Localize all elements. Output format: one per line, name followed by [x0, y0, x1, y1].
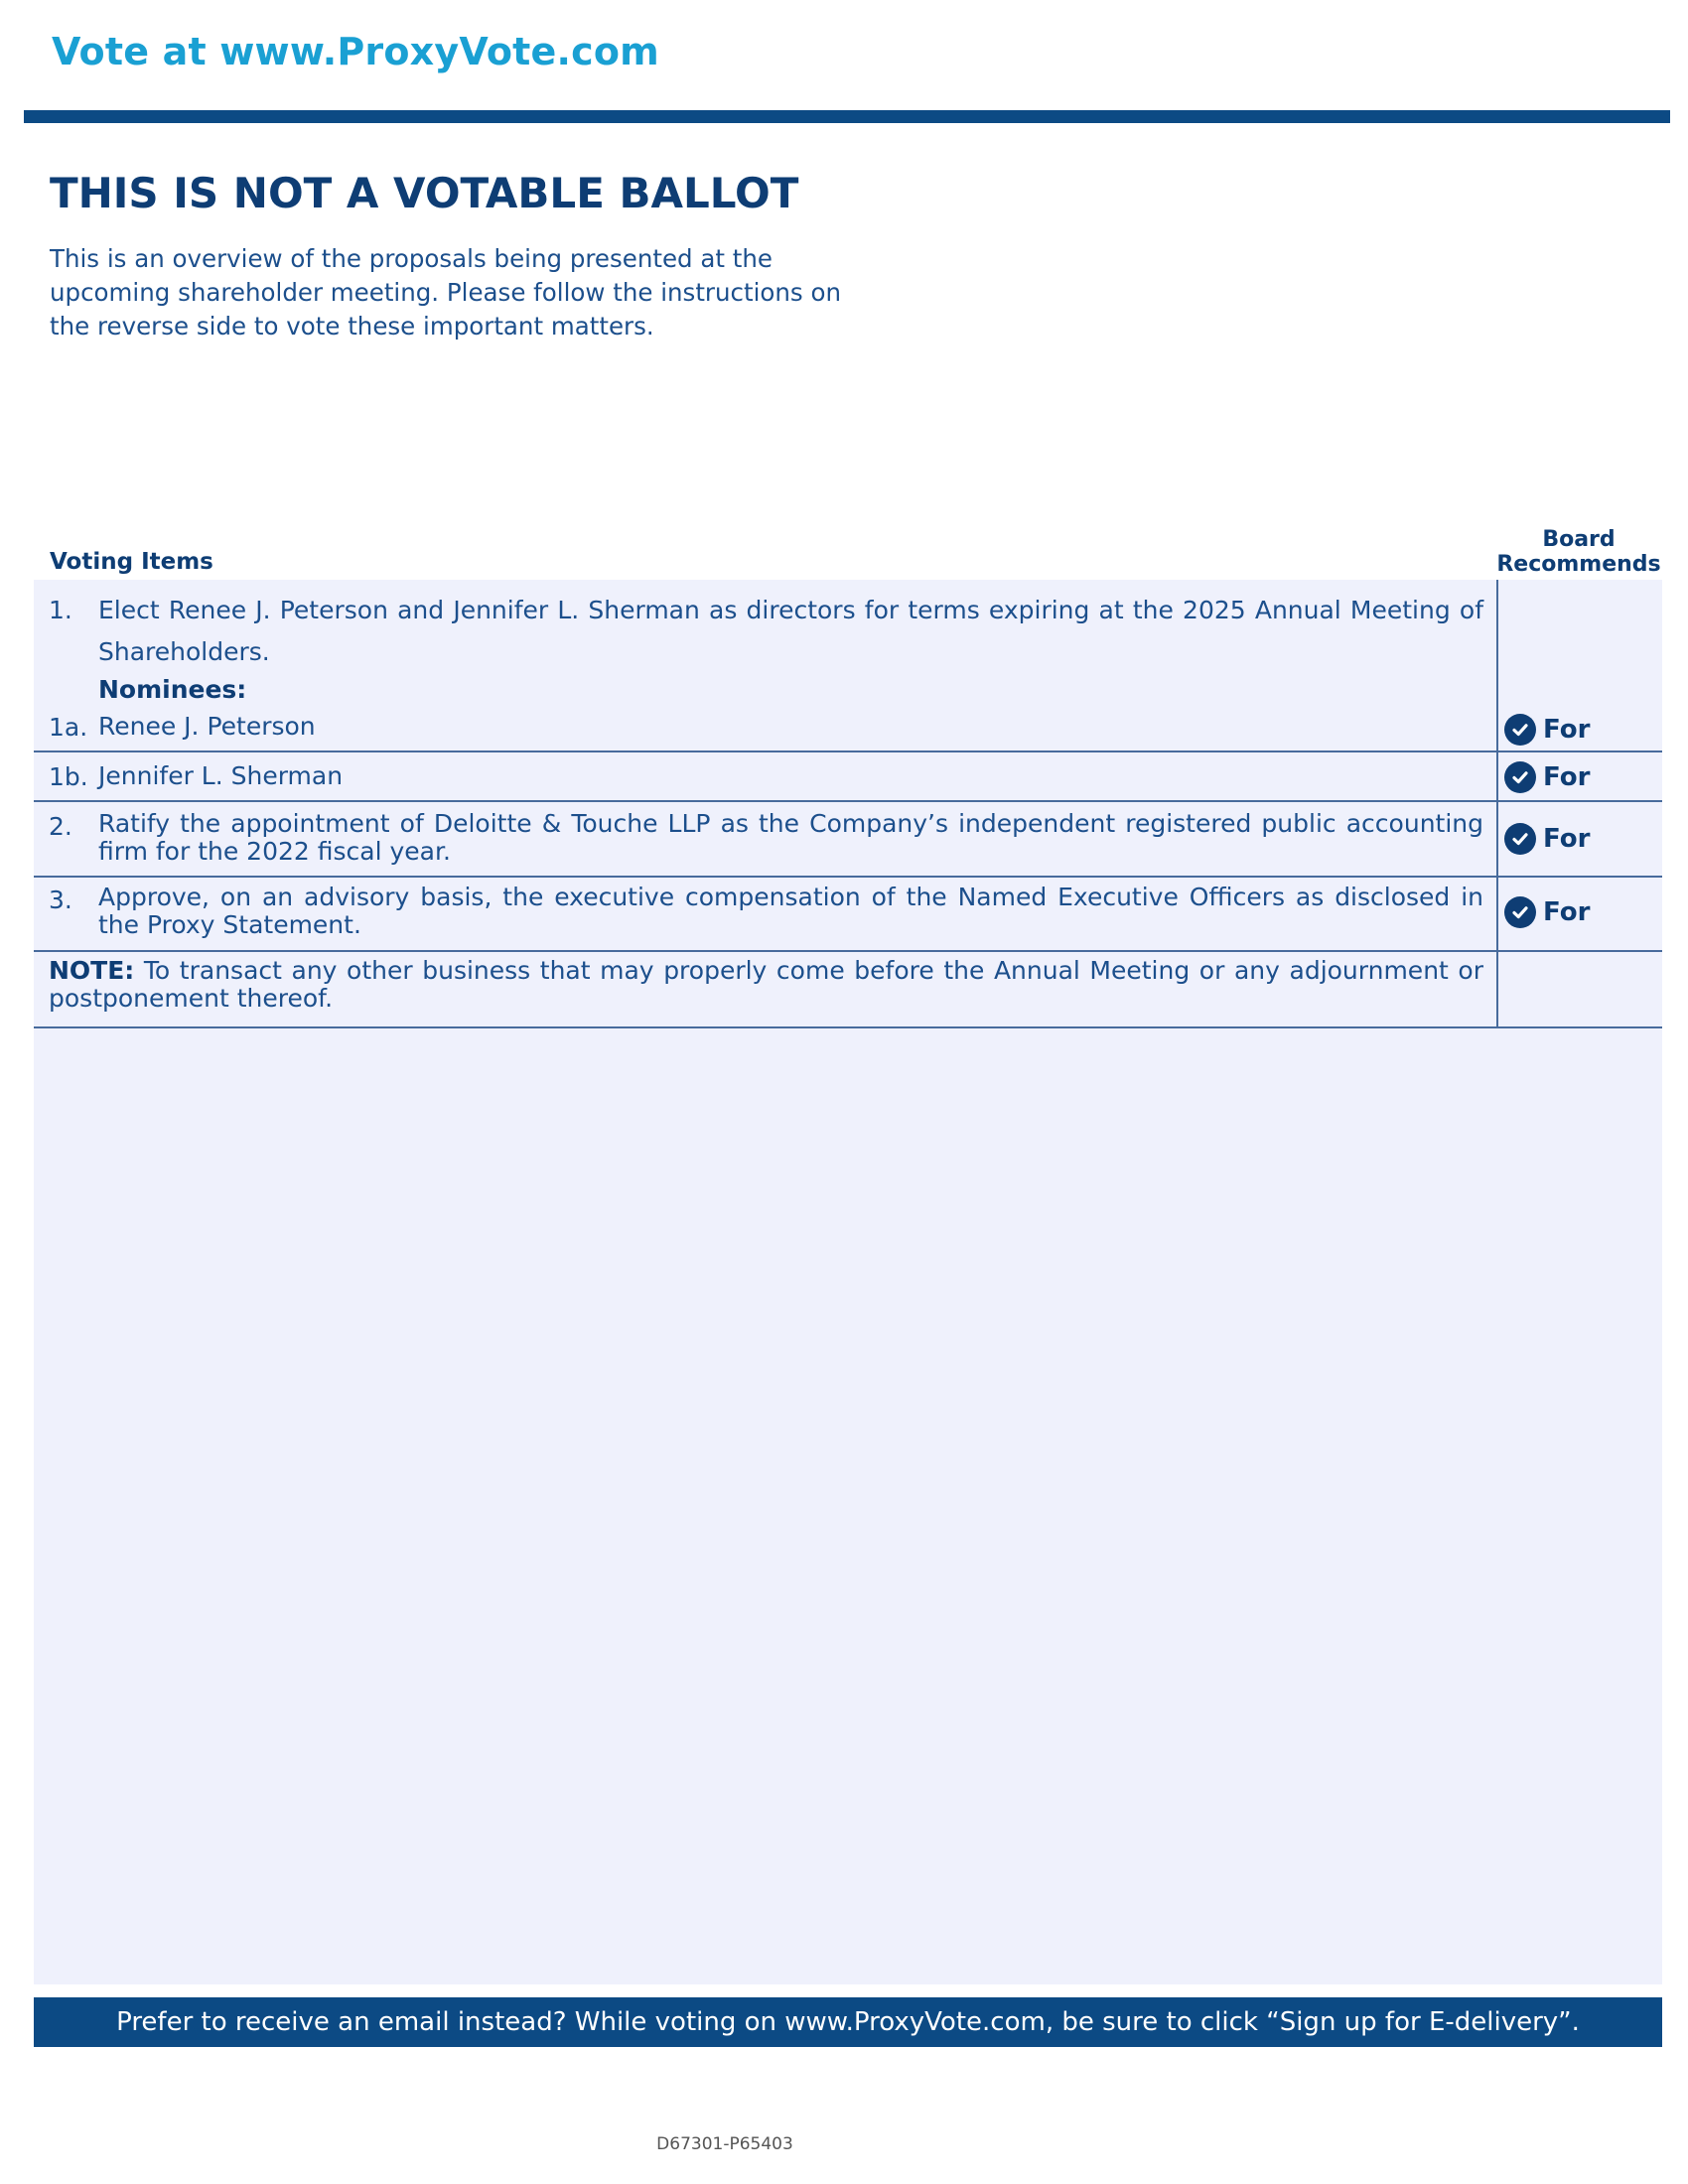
row-divider — [34, 876, 1662, 878]
e-delivery-banner: Prefer to receive an email instead? While voting on www.ProxyVote.com, be sure to click “Sign up for E-delivery”. — [34, 1997, 1662, 2047]
item-1b-recommendation — [1504, 760, 1590, 794]
board-header-line2: Recommends — [1496, 552, 1661, 577]
item-1b-number: 1b. — [49, 762, 88, 791]
board-header-line1: Board — [1542, 527, 1616, 552]
column-divider — [1496, 580, 1498, 1028]
row-divider — [34, 751, 1662, 752]
board-recommends-header — [1495, 527, 1662, 577]
note-text — [49, 957, 1483, 1013]
item-1a-recommendation — [1504, 713, 1590, 747]
header-rule — [24, 110, 1670, 123]
recommendation-label: For — [1543, 897, 1591, 927]
row-divider — [34, 950, 1662, 952]
item-2-number: 2. — [49, 812, 72, 841]
page-title: THIS IS NOT A VOTABLE BALLOT — [50, 169, 799, 217]
item-2-text: Ratify the appointment of Deloitte & Touche LLP as the Company’s independent registered public accounting firm for the 2022 fiscal year. — [98, 809, 1483, 866]
row-divider — [34, 800, 1662, 802]
recommendation-label: For — [1543, 824, 1591, 854]
item-3-recommendation — [1504, 895, 1590, 929]
item-2-recommendation — [1504, 822, 1590, 856]
note-label: NOTE: — [49, 956, 135, 985]
item-1a-text: Renee J. Peterson — [98, 712, 316, 741]
item-1-text: Elect Renee J. Peterson and Jennifer L. Sherman as directors for terms expiring at the 2025 Annual Meeting of Shareholders. — [98, 596, 1483, 666]
intro-paragraph: This is an overview of the proposals being presented at the upcoming shareholder meeting. Please follow the instructions on the reverse side to vote these important matters. — [50, 244, 841, 341]
item-1b-text: Jennifer L. Sherman — [98, 761, 344, 790]
recommendation-label: For — [1543, 762, 1591, 792]
item-3-text: Approve, on an advisory basis, the executive compensation of the Named Executive Officers as disclosed in the Proxy Statement. — [98, 883, 1483, 939]
row-divider — [34, 1026, 1662, 1028]
recommendation-label: For — [1543, 715, 1591, 745]
document-code: D67301-P65403 — [656, 2134, 793, 2154]
voting-items-table — [34, 580, 1662, 1984]
proxyvote-link[interactable]: Vote at www.ProxyVote.com — [52, 30, 659, 73]
item-1-number: 1. — [49, 596, 72, 624]
item-3-number: 3. — [49, 886, 72, 914]
voting-items-header: Voting Items — [50, 549, 213, 575]
check-circle-icon — [1504, 714, 1536, 746]
check-circle-icon — [1504, 896, 1536, 928]
note-body: To transact any other business that may properly come before the Annual Meeting or any adjournment or postponement thereof. — [49, 956, 1483, 1013]
check-circle-icon — [1504, 761, 1536, 793]
nominees-heading: Nominees: — [98, 675, 247, 704]
check-circle-icon — [1504, 823, 1536, 855]
item-1a-number: 1a. — [49, 713, 88, 742]
